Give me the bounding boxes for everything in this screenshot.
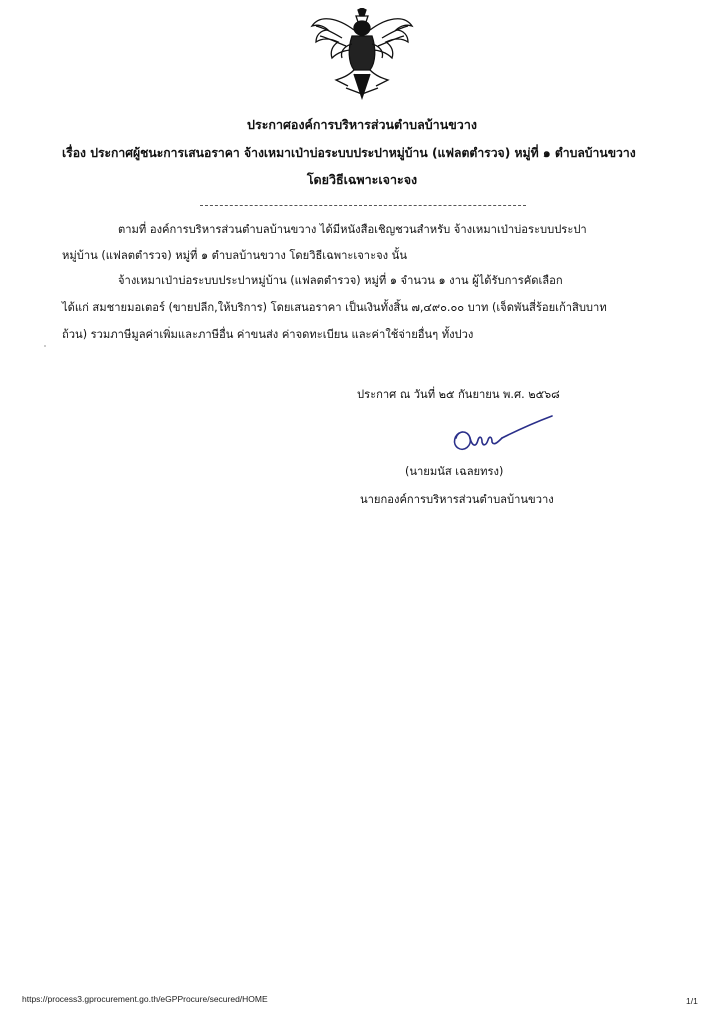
- body-paragraph-2-line-2: ได้แก่ สมชายมอเตอร์ (ขายปลีก,ให้บริการ) โดยเสนอราคา เป็นเงินทั้งสิ้น ๗,๔๙๐.๐๐ บาท (เจ็ดพันสี่ร้อยเก้าสิบบาท: [62, 301, 607, 314]
- page-number: 1/1: [686, 996, 698, 1006]
- footer-url: https://process3.gprocurement.go.th/eGPProcure/secured/HOME: [22, 994, 268, 1004]
- announcement-subject: เรื่อง ประกาศผู้ชนะการเสนอราคา จ้างเหมาเป่าบ่อระบบประปาหมู่บ้าน (แฟลตตำรวจ) หมู่ที่ ๑ ตำบลบ้านขวาง: [62, 146, 636, 160]
- announcement-date: ประกาศ ณ วันที่ ๒๕ กันยายน พ.ศ. ๒๕๖๘: [357, 388, 560, 401]
- signer-position: นายกองค์การบริหารส่วนตำบลบ้านขวาง: [360, 493, 554, 506]
- garuda-emblem-icon: [308, 8, 416, 100]
- divider-line: [200, 205, 526, 206]
- procurement-method: โดยวิธีเฉพาะเจาะจง: [306, 172, 418, 187]
- body-paragraph-1-line-2: หมู่บ้าน (แฟลตตำรวจ) หมู่ที่ ๑ ตำบลบ้านขวาง โดยวิธีเฉพาะเจาะจง นั้น: [62, 249, 407, 262]
- body-paragraph-2-line-3: ถ้วน) รวมภาษีมูลค่าเพิ่มและภาษีอื่น ค่าขนส่ง ค่าจดทะเบียน และค่าใช้จ่ายอื่นๆ ทั้งปวง: [62, 328, 474, 341]
- handwritten-signature: [448, 414, 558, 454]
- announcement-title: ประกาศองค์การบริหารส่วนตำบลบ้านขวาง: [247, 117, 477, 132]
- signer-name: (นายมนัส เฉลยทรง): [405, 465, 504, 478]
- body-paragraph-1-line-1: ตามที่ องค์การบริหารส่วนตำบลบ้านขวาง ได้มีหนังสือเชิญชวนสำหรับ จ้างเหมาเป่าบ่อระบบประปา: [118, 223, 587, 236]
- scan-speck: [44, 345, 46, 347]
- body-paragraph-2-line-1: จ้างเหมาเป่าบ่อระบบประปาหมู่บ้าน (แฟลตตำรวจ) หมู่ที่ ๑ จำนวน ๑ งาน ผู้ได้รับการคัดเลือก: [118, 274, 563, 287]
